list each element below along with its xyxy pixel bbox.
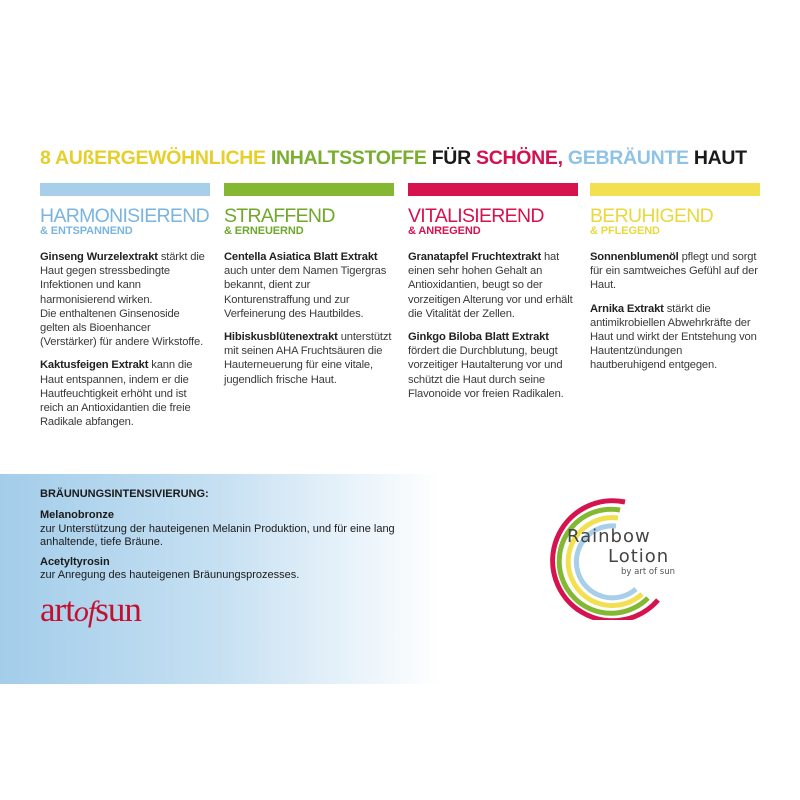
column-subtitle: & ANREGEND (408, 225, 481, 237)
column-subtitle: & ERNEUERND (224, 225, 304, 237)
ingredient-name: Ginkgo Biloba Blatt Extrakt (408, 331, 549, 344)
column-title: STRAFFEND (224, 205, 335, 227)
tanning-item-name: Melanobronze (40, 509, 114, 522)
ingredient-name: Kaktusfeigen Extrakt (40, 359, 149, 372)
color-bar (590, 183, 760, 196)
headline-part-1: 8 AUßERGEWÖHNLICHE (40, 147, 266, 169)
ingredient-paragraph (40, 358, 210, 429)
ingredient-name: Granatapfel Fruchtextrakt (408, 251, 542, 263)
ingredient-paragraph (408, 250, 578, 321)
headline-part-6: HAUT (693, 147, 747, 169)
color-bar (40, 183, 210, 196)
headline-part-2: INHALTSSTOFFE (270, 147, 427, 169)
logo-line-2: Lotion (608, 546, 670, 567)
ingredient-paragraph (40, 250, 210, 349)
logo-line-1: Rainbow (567, 526, 651, 547)
column-straffend (224, 183, 394, 396)
ingredient-paragraph (590, 302, 760, 373)
column-title: HARMONISIEREND (40, 205, 209, 227)
column-body (590, 250, 760, 373)
tanning-heading: BRÄUNUNGSINTENSIVIERUNG: (40, 488, 209, 500)
column-body (408, 250, 578, 401)
ingredient-paragraph (224, 330, 394, 387)
column-subtitle: & PFLEGEND (590, 225, 660, 237)
ingredient-paragraph (408, 330, 578, 401)
column-title: VITALISIEREND (408, 205, 544, 227)
tanning-item (40, 556, 430, 583)
brand-of: of (73, 595, 96, 628)
tanning-panel (0, 474, 440, 684)
headline (40, 147, 770, 170)
column-harmonisierend (40, 183, 210, 438)
ingredient-paragraph (224, 250, 394, 321)
ingredient-name: Sonnenblumenöl (590, 251, 679, 263)
tanning-item-name: Acetyltyrosin (40, 555, 110, 568)
headline-part-5: GEBRÄUNTE (567, 147, 689, 169)
ingredient-name: Centella Asiatica Blatt Extrakt (224, 251, 378, 263)
brand-sun: sun (95, 590, 141, 629)
tanning-item-text: zur Anregung des hauteigenen Bräunungsprozesses. (40, 569, 300, 582)
ingredient-text: fördert die Durchblutung, beugt vorzeitiger Hautalterung vor und schützt die Haut durch seine Flavonoide vor freien Radikalen. (408, 345, 564, 400)
ingredient-text: unterstützt mit seinen AHA Fruchtsäuren die Hauterneuerung für eine vitale, jugendlich frische Haut. (224, 331, 392, 386)
tanning-info (40, 488, 430, 588)
color-bar (224, 183, 394, 196)
ingredient-text: kann die Haut entspannen, indem er die Hautfeuchtigkeit erhöht und ist reich an Antioxidantien die freie Radikale abfangen. (40, 359, 193, 429)
ingredient-text: hat einen sehr hohen Gehalt an Antioxidantien, beugt so der vorzeitigen Alterung vor und erhält die Vitalität der Zellen. (408, 251, 573, 320)
ingredient-text: pflegt und sorgt für ein samtweiches Gefühl auf der Haut. (590, 251, 758, 292)
column-beruhigend (590, 183, 760, 382)
ingredient-extra: Die enthaltenen Ginsenoside gelten als Bioenhancer (Verstärker) für andere Wirkstoffe. (40, 307, 204, 349)
ingredient-paragraph (590, 250, 760, 293)
rainbow-lotion-logo (520, 490, 720, 620)
headline-part-3: FÜR (431, 147, 471, 169)
column-subtitle: & ENTSPANNEND (40, 225, 133, 237)
brand-art: art (40, 590, 74, 629)
tanning-item (40, 509, 430, 549)
headline-part-4: SCHÖNE, (476, 147, 563, 169)
ingredient-text: stärkt die antimikrobiellen Abwehrkräfte der Haut und wirkt der Entstehung von Hautentzündungen hautberuhigend entgegen. (590, 302, 757, 372)
logo-line-3: by art of sun (621, 567, 675, 577)
color-bar (408, 183, 578, 196)
art-of-sun-logo (40, 590, 141, 630)
column-body (224, 250, 394, 387)
ingredient-text: stärkt die Haut gegen stressbedingte Infektionen und kann harmonisierend wirken. (40, 251, 205, 306)
ingredient-name: Arnika Extrakt (590, 302, 664, 315)
tanning-item-text: zur Unterstützung der hauteigenen Melanin Produktion, und für eine lang anhaltende, tiefe Bräune. (40, 522, 395, 549)
column-title: BERUHIGEND (590, 205, 714, 227)
ingredient-name: Hibiskusblütenextrakt (224, 331, 338, 344)
ingredient-text: auch unter dem Namen Tigergras bekannt, dient zur Konturenstraffung und zur Verfeinerung des Hautbildes. (224, 265, 387, 320)
column-body (40, 250, 210, 429)
ingredient-name: Ginseng Wurzelextrakt (40, 251, 158, 263)
column-vitalisierend (408, 183, 578, 410)
